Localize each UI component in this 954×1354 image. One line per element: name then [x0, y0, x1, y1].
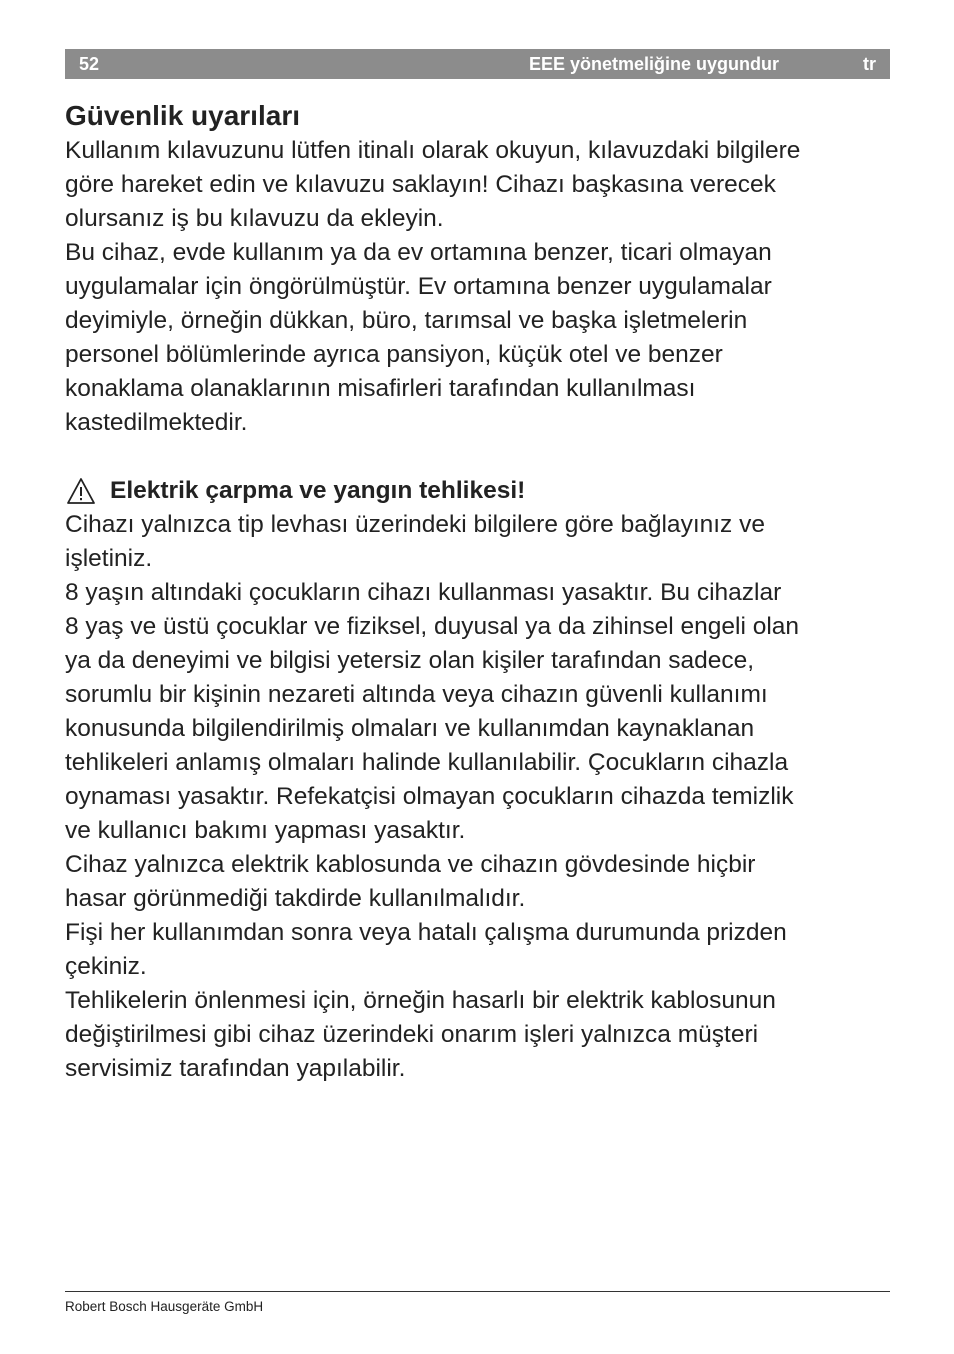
- warning-heading-text: Elektrik çarpma ve yangın tehlikesi!: [110, 477, 526, 504]
- warning-paragraph-4: Fişi her kullanımdan sonra veya hatalı çalışma durumunda prizden çekiniz.: [65, 919, 787, 980]
- page-content: [65, 98, 895, 1086]
- header-title: EEE yönetmeliğine uygundur: [528, 54, 779, 74]
- page-header-bar: [65, 49, 890, 79]
- intro-paragraph: Kullanım kılavuzunu lütfen itinalı olarak okuyun, kılavuzdaki bilgilere göre hareket edin ve kılavuzu saklayın! Cihazı başkasına verecek olursanız iş bu kılavuzu da ekleyin.: [65, 137, 801, 232]
- language-code: tr: [863, 54, 876, 74]
- warning-heading: [65, 474, 895, 508]
- warning-paragraph-3: Cihaz yalnızca elektrik kablosunda ve cihazın gövdesinde hiçbir hasar görünmediği takdirde kullanılmalıdır.: [65, 851, 756, 912]
- section-title: Güvenlik uyarıları: [65, 100, 300, 131]
- page-number: 52: [79, 54, 100, 74]
- warning-triangle-icon: [66, 477, 96, 505]
- section-spacer: [65, 440, 895, 474]
- warning-paragraph-2: 8 yaşın altındaki çocukların cihazı kullanması yasaktır. Bu cihazlar 8 yaş ve üstü çocuklar ve fiziksel, duyusal ya da zihinsel engeli olan ya da deneyimi ve bilgisi yetersiz olan kişiler tarafından sadece, sorumlu bir kişinin nezareti altında veya cihazın güvenli kullanımı konusunda bilgilendirilmiş olmaları ve kullanımdan kaynaklanan tehlikeleri anlamış olmaları halinde kullanılabilir. Çocukların cihazla oynaması yasaktır. Refekatçisi olmayan çocukların cihazda temizlik ve kullanıcı bakımı yapması yasaktır.: [65, 579, 800, 844]
- warning-paragraph-1: Cihazı yalnızca tip levhası üzerindeki bilgilere göre bağlayınız ve işletiniz.: [65, 511, 765, 572]
- footer-divider: [65, 1291, 890, 1292]
- footer-company: Robert Bosch Hausgeräte GmbH: [65, 1299, 264, 1314]
- warning-paragraph-5: Tehlikelerin önlenmesi için, örneğin hasarlı bir elektrik kablosunun değiştirilmesi gibi cihaz üzerindeki onarım işleri yalnızca müşteri servisimiz tarafından yapılabilir.: [65, 987, 776, 1082]
- usage-paragraph: Bu cihaz, evde kullanım ya da ev ortamına benzer, ticari olmayan uygulamalar için öngörülmüştür. Ev ortamına benzer uygulamalar deyimiyle, örneğin dükkan, büro, tarımsal ve başka işletmelerin personel bölümlerinde ayrıca pansiyon, küçük otel ve benzer konaklama olanaklarının misafirleri tarafından kullanılması kastedilmektedir.: [65, 239, 772, 436]
